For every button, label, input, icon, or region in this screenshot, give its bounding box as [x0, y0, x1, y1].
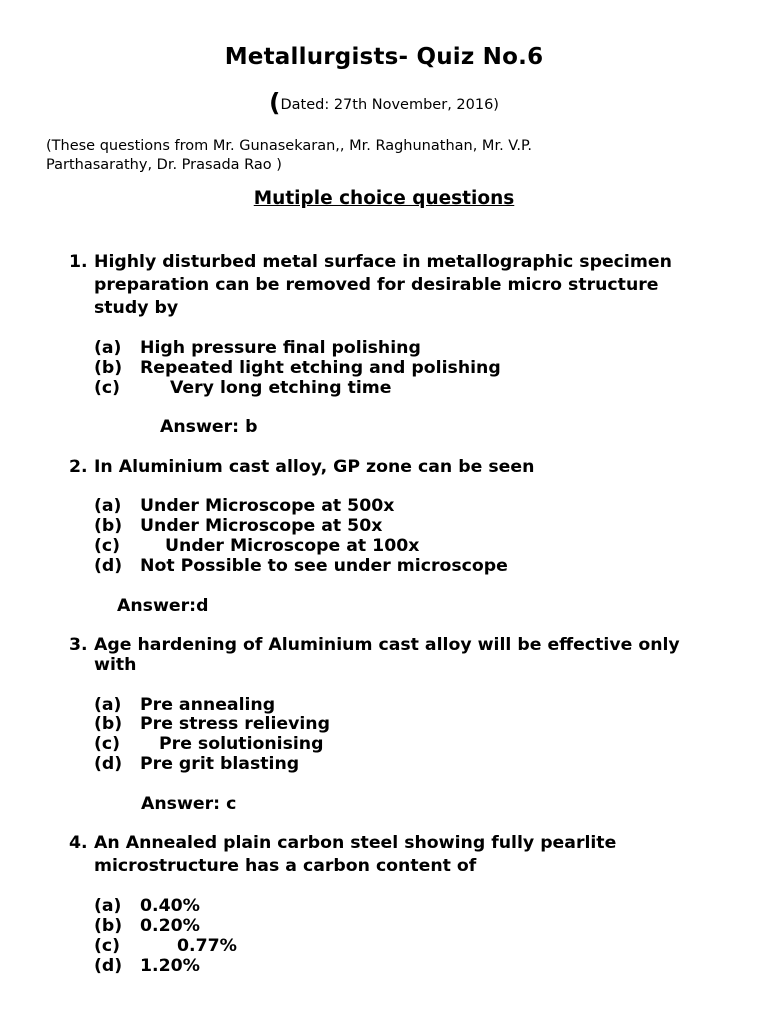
option-label: (b) — [94, 516, 123, 536]
answer-text: Answer:d — [117, 596, 209, 616]
question-number: 2. — [69, 457, 88, 477]
option-text: 0.77% — [177, 936, 237, 956]
option-text: Pre stress relieving — [140, 714, 330, 734]
question-text-line: microstructure has a carbon content of — [94, 856, 477, 876]
option-label: (c) — [94, 734, 121, 754]
option-text: Not Possible to see under microscope — [140, 556, 508, 576]
question-number: 1. — [69, 252, 88, 272]
dated-text: Dated: 27th November, 2016) — [280, 97, 499, 113]
option-text: 0.40% — [140, 896, 200, 916]
option-label: (c) — [94, 378, 121, 398]
option-label: (a) — [94, 496, 122, 516]
answer-text: Answer: c — [141, 794, 237, 814]
option-label: (c) — [94, 536, 121, 556]
option-text: High pressure final polishing — [140, 338, 421, 358]
option-label: (b) — [94, 714, 123, 734]
option-text: Under Microscope at 100x — [165, 536, 420, 556]
option-label: (c) — [94, 936, 121, 956]
option-text: Very long etching time — [170, 378, 392, 398]
document-title: Metallurgists- Quiz No.6 — [224, 44, 544, 70]
option-text: Pre grit blasting — [140, 754, 300, 774]
option-text: Pre annealing — [140, 695, 276, 715]
section-heading: Mutiple choice questions — [253, 188, 515, 209]
question-number: 3. — [69, 635, 88, 655]
option-text: 1.20% — [140, 956, 200, 976]
option-label: (d) — [94, 956, 123, 976]
option-text: Under Microscope at 500x — [140, 496, 395, 516]
option-text: Under Microscope at 50x — [140, 516, 383, 536]
credits-line-2: Parthasarathy, Dr. Prasada Rao ) — [46, 157, 282, 173]
option-text: Repeated light etching and polishing — [140, 358, 501, 378]
option-label: (a) — [94, 695, 122, 715]
option-text: Pre solutionising — [159, 734, 324, 754]
dated-paren: ( — [269, 88, 281, 117]
option-label: (d) — [94, 754, 123, 774]
credits — [46, 137, 726, 175]
question-text-line: An Annealed plain carbon steel showing fully pearlite — [94, 833, 617, 853]
question-text-line: study by — [94, 298, 179, 318]
question-number: 4. — [69, 833, 88, 853]
dated-line — [0, 88, 768, 117]
option-label: (a) — [94, 338, 122, 358]
question-text-line: In Aluminium cast alloy, GP zone can be seen — [94, 457, 535, 477]
credits-line-1: (These questions from Mr. Gunasekaran,, Mr. Raghunathan, Mr. V.P. — [46, 138, 533, 154]
question-text-line: Highly disturbed metal surface in metallographic specimen — [94, 252, 672, 272]
option-label: (a) — [94, 896, 122, 916]
option-text: 0.20% — [140, 916, 200, 936]
option-label: (b) — [94, 916, 123, 936]
question-text-line: Age hardening of Aluminium cast alloy will be effective only — [94, 635, 680, 655]
answer-text: Answer: b — [160, 417, 258, 437]
option-label: (b) — [94, 358, 123, 378]
option-label: (d) — [94, 556, 123, 576]
question-text-line: preparation can be removed for desirable micro structure — [94, 275, 659, 295]
question-text-line: with — [94, 655, 137, 675]
